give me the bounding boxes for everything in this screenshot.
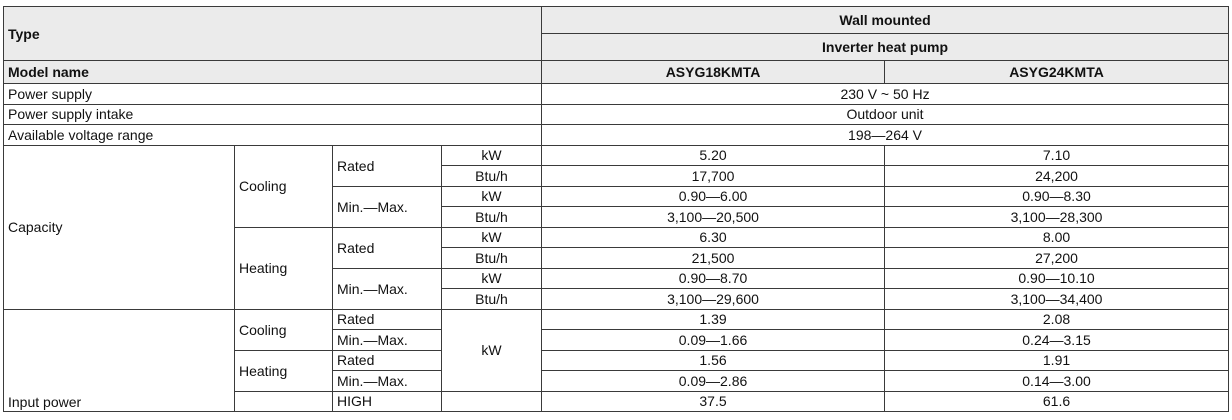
power-intake-label: Power supply intake (4, 104, 542, 125)
value-b: 0.24—3.15 (885, 330, 1229, 351)
capacity-cooling-rated-label: Rated (333, 145, 442, 186)
value-a: 3,100—20,500 (542, 207, 885, 228)
voltage-range-value: 198—264 V (542, 125, 1229, 146)
capacity-heating-rated-label: Rated (333, 227, 442, 268)
value-a: 6.30 (542, 227, 885, 248)
type-label: Type (4, 7, 542, 61)
unit-cell: kW (442, 145, 542, 166)
capacity-cooling-minmax-label: Min.—Max. (333, 186, 442, 227)
unit-cell: kW (442, 227, 542, 248)
model-b: ASYG24KMTA (885, 61, 1229, 84)
high-label: HIGH (333, 391, 442, 412)
input-heating-label: Heating (235, 350, 333, 391)
capacity-label: Capacity (4, 145, 235, 309)
blank-cell (442, 391, 542, 412)
capacity-heating-minmax-label: Min.—Max. (333, 268, 442, 309)
blank-cell (235, 391, 333, 412)
table-row (4, 145, 1229, 166)
value-a: 21,500 (542, 248, 885, 269)
spec-table (3, 6, 1229, 412)
value-b: 3,100—28,300 (885, 207, 1229, 228)
unit-cell: kW (442, 186, 542, 207)
input-heating-rated-label: Rated (333, 350, 442, 371)
model-name-label: Model name (4, 61, 542, 84)
unit-kind: Inverter heat pump (542, 34, 1229, 61)
value-b: 0.90—10.10 (885, 268, 1229, 289)
power-intake-value: Outdoor unit (542, 104, 1229, 125)
capacity-heating-label: Heating (235, 227, 333, 309)
input-cooling-label: Cooling (235, 309, 333, 350)
value-b: 61.6 (885, 391, 1229, 412)
input-cooling-rated-label: Rated (333, 309, 442, 330)
unit-cell: Btu/h (442, 207, 542, 228)
header-row-model (4, 61, 1229, 84)
value-b: 1.91 (885, 350, 1229, 371)
value-a: 37.5 (542, 391, 885, 412)
value-b: 27,200 (885, 248, 1229, 269)
value-b: 7.10 (885, 145, 1229, 166)
value-b: 3,100—34,400 (885, 289, 1229, 310)
mount-type: Wall mounted (542, 7, 1229, 34)
table-row (4, 84, 1229, 105)
unit-cell: kW (442, 268, 542, 289)
value-a: 0.09—2.86 (542, 371, 885, 392)
value-b: 24,200 (885, 166, 1229, 187)
value-b: 8.00 (885, 227, 1229, 248)
value-a: 1.39 (542, 309, 885, 330)
power-supply-value: 230 V ~ 50 Hz (542, 84, 1229, 105)
input-cooling-minmax-label: Min.—Max. (333, 330, 442, 351)
input-heating-minmax-label: Min.—Max. (333, 371, 442, 392)
value-a: 5.20 (542, 145, 885, 166)
input-power-label: Input power (4, 309, 235, 412)
value-a: 0.90—8.70 (542, 268, 885, 289)
input-power-unit: kW (442, 309, 542, 391)
value-b: 0.14—3.00 (885, 371, 1229, 392)
capacity-cooling-label: Cooling (235, 145, 333, 227)
value-b: 0.90—8.30 (885, 186, 1229, 207)
unit-cell: Btu/h (442, 248, 542, 269)
voltage-range-label: Available voltage range (4, 125, 542, 146)
unit-cell: Btu/h (442, 289, 542, 310)
value-a: 3,100—29,600 (542, 289, 885, 310)
value-a: 17,700 (542, 166, 885, 187)
value-a: 0.90—6.00 (542, 186, 885, 207)
value-a: 0.09—1.66 (542, 330, 885, 351)
power-supply-label: Power supply (4, 84, 542, 105)
table-row (4, 309, 1229, 330)
unit-cell: Btu/h (442, 166, 542, 187)
table-row (4, 125, 1229, 146)
value-a: 1.56 (542, 350, 885, 371)
table-row (4, 104, 1229, 125)
value-b: 2.08 (885, 309, 1229, 330)
header-row-mount (4, 7, 1229, 34)
model-a: ASYG18KMTA (542, 61, 885, 84)
